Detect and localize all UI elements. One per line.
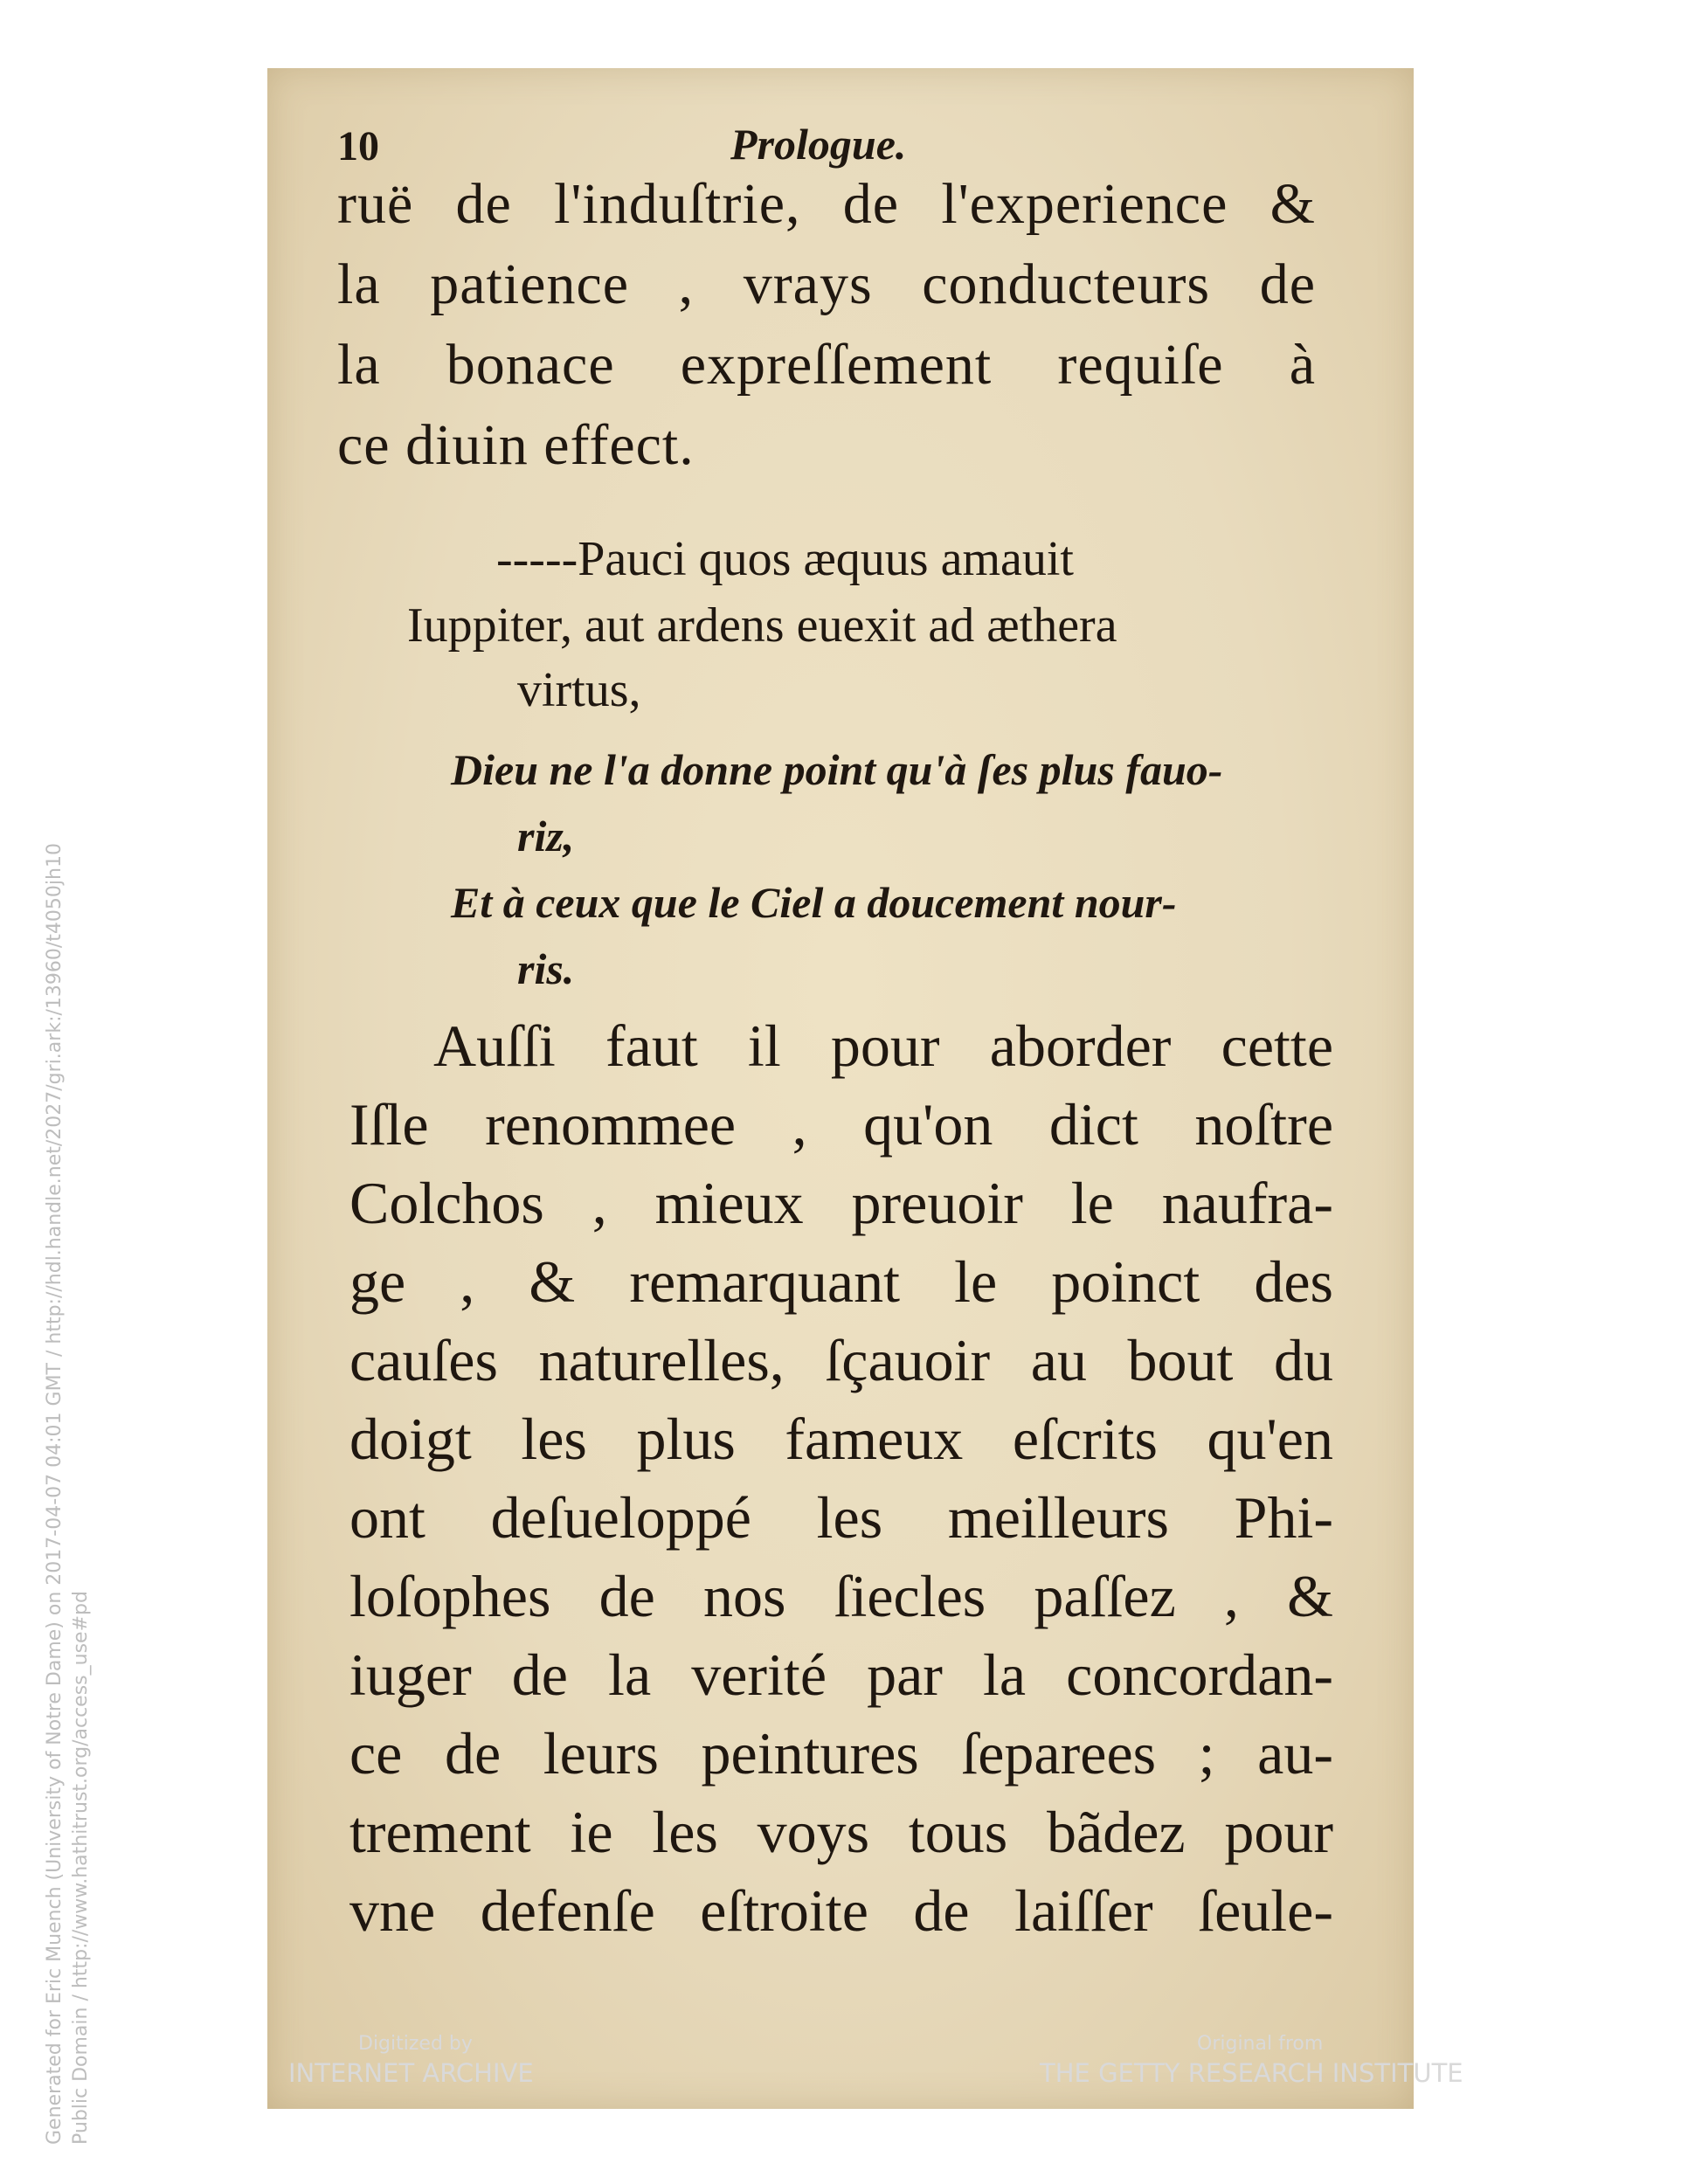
text-line: ont deſueloppé les meilleurs Phi- (349, 1484, 1333, 1551)
original-from-label: Original from (1197, 2033, 1324, 2055)
text-line: Auſſi faut il pour aborder cette (433, 1013, 1333, 1079)
text-line: ce diuin effect. (337, 413, 695, 477)
french-verse-line: ris. (517, 944, 575, 993)
french-verse-line: riz, (517, 812, 575, 860)
french-verse-line: Dieu ne l'a donne point qu'à ſes plus fauo- (451, 745, 1223, 794)
page-number: 10 (337, 123, 379, 169)
running-title: Prologue. (730, 120, 907, 169)
latin-quote-line: virtus, (517, 663, 641, 717)
digitized-by-label: Digitized by (358, 2033, 473, 2055)
text-line: doigt les plus fameux eſcrits qu'en (349, 1406, 1333, 1472)
text-line: la bonace expreſſement requiſe à (337, 333, 1316, 397)
text-line: trement ie les voys tous bãdez pour (349, 1799, 1333, 1865)
text-line: ce de leurs peintures ſeparees ; au- (349, 1720, 1333, 1787)
internet-archive-label: INTERNET ARCHIVE (288, 2058, 534, 2088)
text-line: Colchos , mieux preuoir le naufra- (349, 1170, 1333, 1236)
text-line: iuger de la verité par la concordan- (349, 1641, 1333, 1708)
margin-note-line: Public Domain / http://www.hathitrust.org/access_use#pd (70, 1591, 92, 2145)
latin-quote-line: Iuppiter, aut ardens euexit ad æthera (407, 598, 1117, 653)
latin-quote-line: -----Pauci quos æquus amauit (496, 532, 1074, 586)
text-line: vne defenſe eſtroite de laiſſer ſeule- (349, 1877, 1333, 1944)
text-line: ge , & remarquant le poinct des (349, 1248, 1333, 1315)
text-line: loſophes de nos ſiecles paſſez , & (349, 1563, 1333, 1629)
text-line: Iſle renommee , qu'on dict noſtre (349, 1091, 1333, 1158)
getty-research-institute-label: THE GETTY RESEARCH INSTITUTE (1040, 2058, 1463, 2088)
margin-note-line: Generated for Eric Muench (University of Notre Dame) on 2017-04-07 04:01 GMT / http://hdl.handle.net/2027/gri.ark:/13960/t4050jh10 (44, 843, 66, 2145)
text-line: cauſes naturelles, ſçauoir au bout du (349, 1327, 1333, 1393)
scanned-book-page (267, 68, 1414, 2109)
french-verse-line: Et à ceux que le Ciel a doucement nour- (451, 878, 1177, 927)
access-margin-note (42, 782, 94, 2145)
text-line: la patience , vrays conducteurs de (337, 252, 1316, 316)
text-line: ruë de l'induſtrie, de l'experience & (337, 172, 1316, 236)
